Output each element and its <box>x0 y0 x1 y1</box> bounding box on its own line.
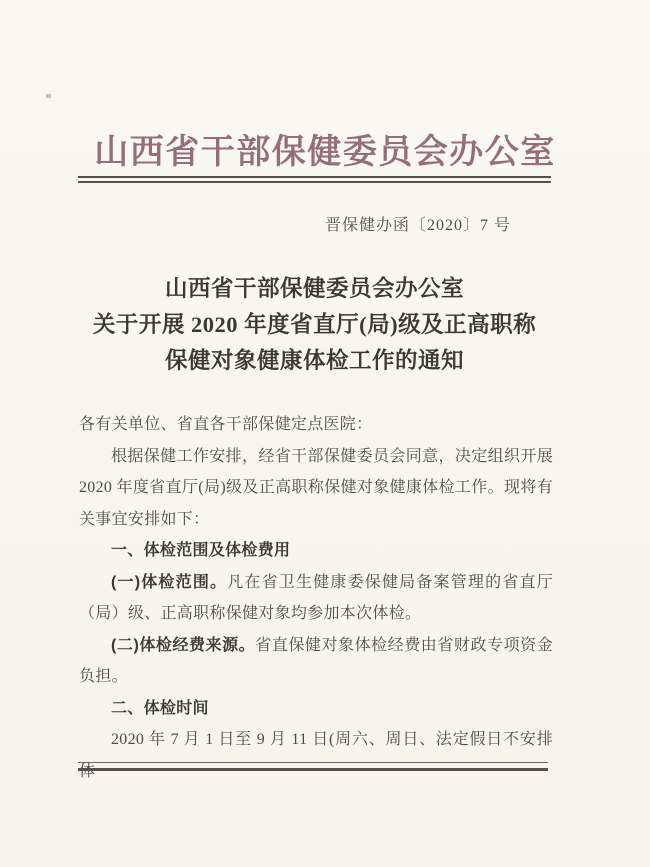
paragraph-heading-run: 一、体检范围及体检费用 <box>111 542 291 559</box>
notice-title <box>78 271 551 379</box>
document-number: 晋保健办函〔2020〕7 号 <box>324 217 511 234</box>
paragraph-text-run: 省直保健对象体检经费由省财政专项资金负担。 <box>79 636 553 685</box>
letterhead-double-rule <box>78 176 551 183</box>
letterhead-title: 山西省干部保健委员会办公室 <box>94 134 556 171</box>
body-paragraph <box>79 535 553 567</box>
paragraph-text-run: 根据保健工作安排，经省干部保健委员会同意，决定组织开展 2020 年度省直厅(局)级及正高职称保健对象健康体检工作。现将有关事宜安排如下： <box>79 447 553 528</box>
paragraph-text-run: 凡在省卫生健康委保健局备案管理的省直厅（局）级、正高职称保健对象均参加本次体检。 <box>79 573 554 622</box>
scan-artifact-speck <box>46 94 51 98</box>
notice-title-line-2: 关于开展 2020 年度省直厅(局)级及正高职称 <box>92 312 537 337</box>
paragraph-heading-run: 二、体检时间 <box>111 699 209 717</box>
footer-double-rule <box>78 762 548 771</box>
notice-title-line-3: 保健对象健康体检工作的通知 <box>164 348 464 373</box>
paragraph-heading-run: (二)体检经费来源。 <box>111 636 256 654</box>
notice-title-line-1: 山西省干部保健委员会办公室 <box>164 276 464 301</box>
body-paragraphs <box>79 441 553 788</box>
body-paragraph <box>79 724 553 787</box>
notice-body <box>79 409 553 787</box>
body-paragraph <box>79 630 553 693</box>
body-paragraph <box>79 441 553 536</box>
salutation: 各有关单位、省直各干部保健定点医院： <box>79 416 373 433</box>
body-paragraph <box>79 693 553 725</box>
paragraph-heading-run: (一)体检范围。 <box>111 573 228 591</box>
paragraph-text-run: 2020 年 7 月 1 日至 9 月 11 日(周六、周日、法定假日不安排体 <box>79 731 553 780</box>
body-paragraph <box>79 567 553 630</box>
